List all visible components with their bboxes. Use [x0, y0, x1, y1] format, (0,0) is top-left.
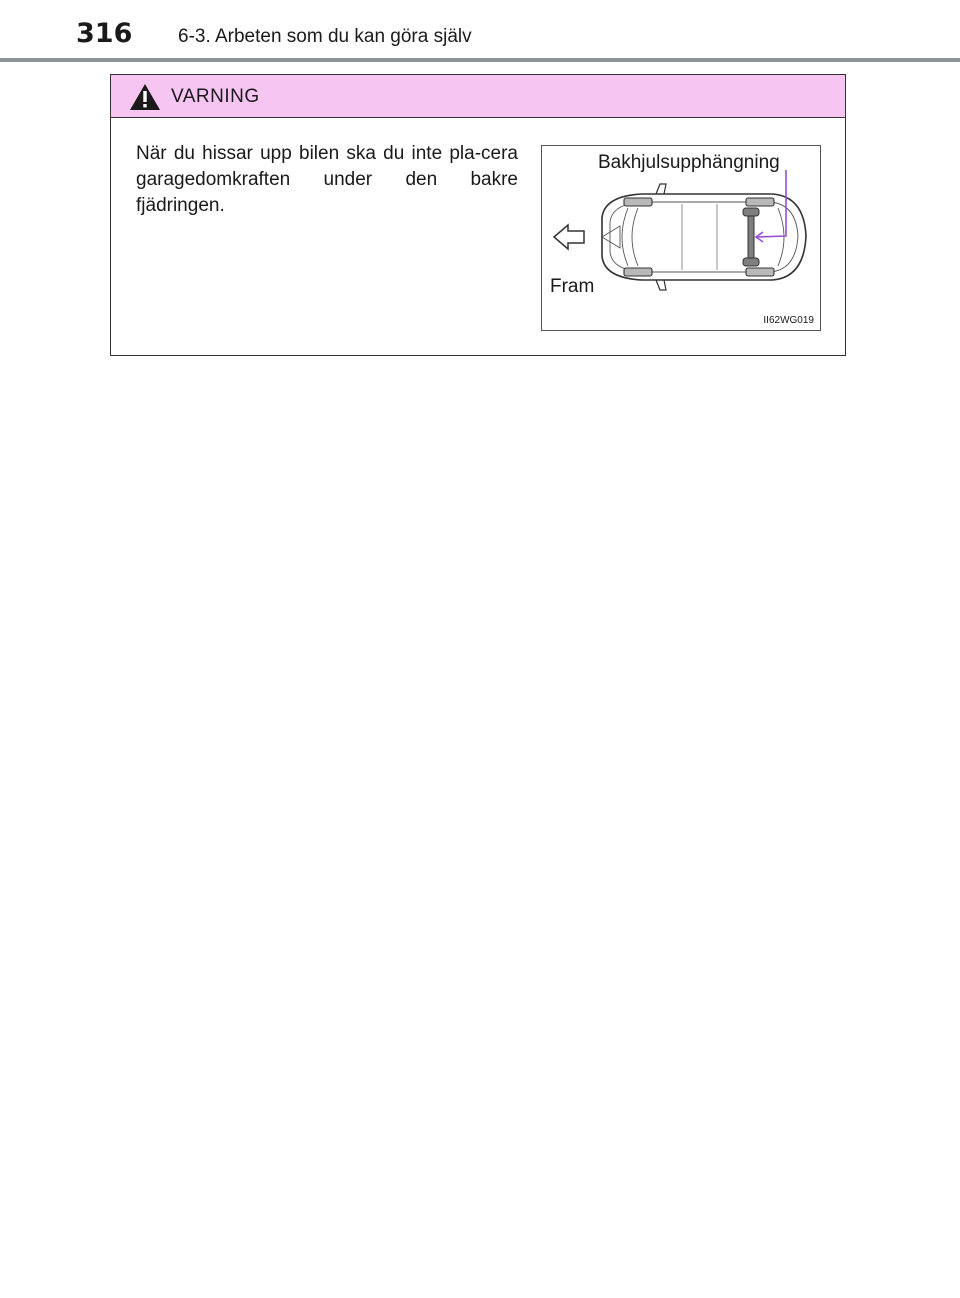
label-rear-suspension: Bakhjulsupphängning [598, 152, 780, 173]
warning-title: VARNING [171, 86, 260, 107]
header-rule [0, 58, 960, 62]
warning-header [111, 75, 845, 118]
front-arrow-icon [554, 225, 584, 249]
section-title: 6-3. Arbeten som du kan göra själv [178, 26, 472, 47]
figure-code: II62WG019 [763, 315, 814, 326]
label-front: Fram [550, 276, 595, 297]
warning-triangle-icon [129, 83, 161, 111]
page-number: 316 [76, 18, 133, 49]
warning-text: När du hissar upp bilen ska du inte pla-cera garagedomkraften under den bakre fjädringen. [136, 143, 518, 216]
warning-box [110, 74, 846, 356]
figure [541, 145, 821, 331]
